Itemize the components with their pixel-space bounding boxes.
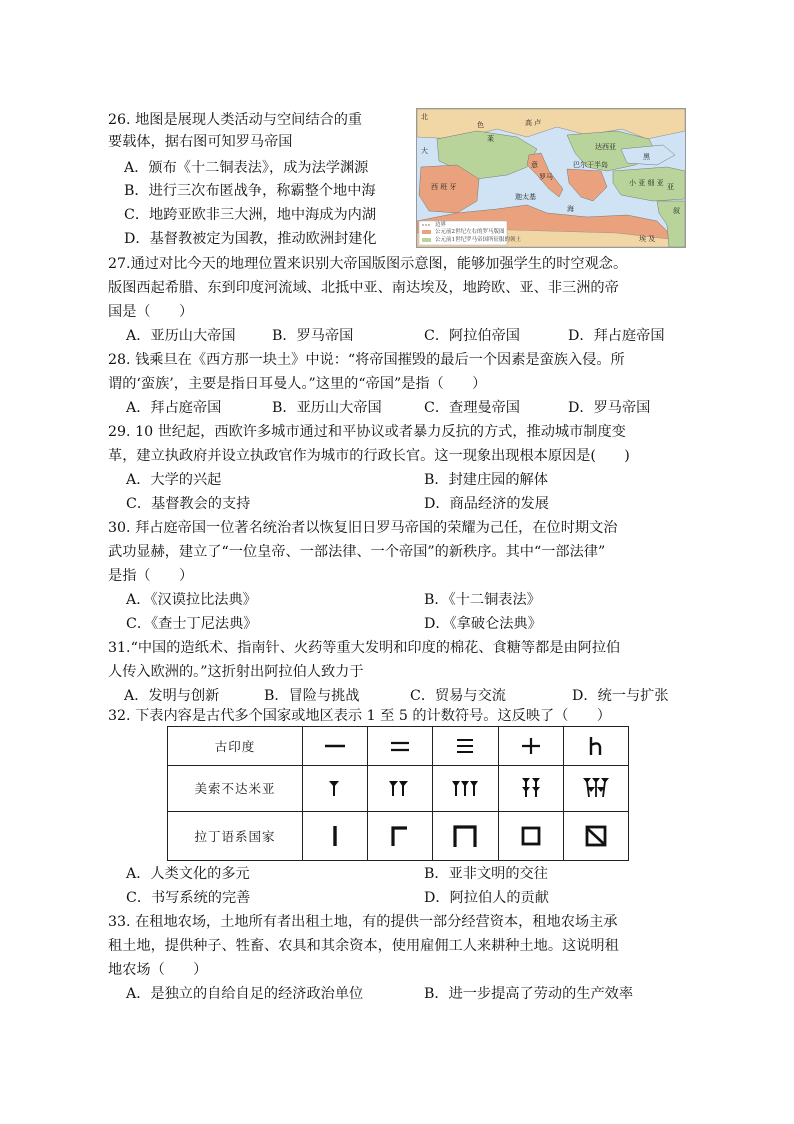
q27-option-d: D．拜占庭帝国	[568, 328, 665, 344]
q33-stem-line-3: 地农场（ ）	[108, 962, 208, 978]
map-label-egypt: 埃 及	[639, 235, 656, 243]
map-label-dacia: 达西亚	[595, 143, 616, 151]
q30-option-c: C．《查士丁尼法典》	[126, 616, 258, 632]
q28-option-a: A．拜占庭帝国	[126, 400, 222, 416]
q30-stem-line-1: 30. 拜占庭帝国一位著名统治者以恢复旧日罗马帝国的荣耀为己任，在位时期文治	[108, 520, 618, 536]
row-label-mesopotamia: 美索不达米亚	[168, 766, 303, 812]
cell-latin-1	[303, 811, 368, 860]
map-land-greece	[567, 169, 607, 201]
latin-numeral-4	[516, 822, 546, 850]
cell-meso-3	[433, 766, 498, 812]
q31-stem-line-1: 31.“中国的造纸术、指南针、火药等重大发明和印度的棉花、食糖等都是由阿拉伯	[108, 640, 621, 656]
q28-option-c: C．查理曼帝国	[424, 400, 520, 416]
q29-option-d: D．商品经济的发展	[424, 496, 549, 512]
cell-meso-5	[563, 766, 628, 812]
latin-numeral-5	[581, 822, 611, 850]
map-label-asia-minor: 小 亚 细 亚	[629, 179, 664, 187]
q29-option-b: B．封建庄园的解体	[424, 472, 548, 488]
q31-option-b: B．冒险与挑战	[264, 688, 360, 704]
india-numeral-2	[385, 736, 415, 756]
q28-stem-line-2: 谓的‘蛮族’，主要是指日耳曼人。”这里的“帝国”是指（ ）	[108, 376, 487, 392]
row-label-latin: 拉丁语系国家	[168, 811, 303, 860]
map-label-spain: 西 班 牙	[431, 183, 457, 191]
roman-empire-map	[416, 108, 686, 248]
table-row	[168, 727, 629, 766]
q26-option-b: B．进行三次布匿战争，称霸整个地中海	[124, 183, 376, 199]
q28-stem-line-1: 28. 钱乘旦在《西方那一块土》中说：“将帝国摧毁的最后一个因素是蛮族入侵。所	[108, 352, 625, 368]
latin-numeral-3	[448, 822, 482, 850]
q30-option-a: A．《汉谟拉比法典》	[126, 592, 257, 608]
q28-options	[0, 398, 794, 418]
q27-stem-line-1: 27.通过对比今天的地理位置来识别大帝国版图示意图，能够加强学生的时空观念。	[108, 256, 628, 272]
q26-option-c: C．地跨亚欧非三大洲，地中海成为内湖	[124, 207, 377, 223]
q26-option-d: D．基督教被定为国教，推动欧洲封建化	[124, 231, 377, 247]
map-label-balkans: 巴尔干半岛	[573, 161, 608, 169]
india-numeral-1	[320, 736, 350, 756]
cell-india-4	[498, 727, 563, 766]
q31-option-a: A．发明与创新	[124, 688, 220, 704]
map-label-big: 大	[421, 147, 428, 155]
q30-stem-line-2: 武功显赫，建立了“一位皇帝、一部法律、一个帝国”的新秩序。其中“一部法律”	[108, 544, 606, 560]
q32-option-d: D．阿拉伯人的贡献	[424, 890, 549, 906]
numeral-table	[167, 726, 629, 861]
meso-numeral-1	[318, 776, 352, 800]
q33-option-b: B．进一步提高了劳动的生产效率	[424, 986, 634, 1002]
q32-stem-line-1: 32. 下表内容是古代多个国家或地区表示 1 至 5 的计数符号。这反映了（ ）	[108, 708, 611, 724]
row-label-ancient-india: 古印度	[168, 727, 303, 766]
india-numeral-5	[581, 735, 611, 757]
q33-stem-line-1: 33. 在租地农场，土地所有者出租土地，有的提供一部分经营资本，租地农场主承	[108, 914, 618, 930]
map-label-syria: 叙	[673, 207, 680, 215]
q30-options-row-2	[0, 614, 794, 634]
map-label-carthage: 迦太基	[515, 193, 536, 201]
q27-option-b: B．罗马帝国	[272, 328, 354, 344]
q32-option-c: C．书写系统的完善	[126, 890, 251, 906]
q30-option-d: D．《拿破仑法典》	[424, 616, 542, 632]
map-label-se: 色	[477, 121, 484, 129]
map-label-lai: 莱	[487, 135, 494, 143]
map-legend-swatch-conquest	[422, 238, 431, 242]
meso-numeral-2	[383, 776, 417, 800]
q29-options-row-2	[0, 494, 794, 514]
cell-india-2	[368, 727, 433, 766]
q28-option-d: D．罗马帝国	[568, 400, 651, 416]
q30-option-b: B．《十二铜表法》	[424, 592, 541, 608]
q27-option-c: C．阿拉伯帝国	[424, 328, 520, 344]
q27-stem-line-3: 国是（ ）	[108, 304, 194, 320]
map-land-north	[417, 109, 685, 139]
cell-india-1	[303, 727, 368, 766]
q32-options-row-2	[0, 888, 794, 908]
cell-latin-5	[563, 811, 628, 860]
map-legend-swatch-core	[422, 230, 431, 234]
map-label-gaul: 高 卢	[525, 119, 542, 127]
q28-option-b: B．亚历山大帝国	[272, 400, 382, 416]
q27-option-a: A．亚历山大帝国	[126, 328, 236, 344]
cell-latin-2	[368, 811, 433, 860]
meso-numeral-4	[514, 775, 548, 801]
map-label-sea: 海	[567, 205, 574, 213]
meso-numeral-5	[579, 775, 613, 801]
map-legend-conquest: 公元前1世纪罗马帝国所征服的领土	[435, 237, 522, 243]
q29-stem-line-2: 革，建立执政府并设立执政官作为城市的行政长官。这一现象出现根本原因是( )	[108, 448, 630, 464]
latin-numeral-1	[320, 822, 350, 850]
q26-stem-line-1: 26. 地图是展现人类活动与空间结合的重	[108, 112, 363, 128]
q30-stem-line-3: 是指（ ）	[108, 568, 194, 584]
q29-option-c: C．基督教会的支持	[126, 496, 251, 512]
cell-latin-4	[498, 811, 563, 860]
latin-numeral-2	[385, 822, 415, 850]
cell-meso-1	[303, 766, 368, 812]
q29-stem-line-1: 29. 10 世纪起，西欧许多城市通过和平协议或者暴力反抗的方式，推动城市制度变	[108, 424, 626, 440]
map-label-italy: 意	[531, 161, 538, 169]
q32-option-b: B．亚非文明的交往	[424, 866, 548, 882]
map-label-asia: 亚	[667, 183, 674, 191]
cell-latin-3	[433, 811, 498, 860]
table-row	[168, 766, 629, 812]
map-legend-core: 公元前2世纪左右的罗马版图	[435, 229, 505, 235]
cell-india-3	[433, 727, 498, 766]
q27-stem-line-2: 版图西起希腊、东到印度河流域、北抵中亚、南达埃及，地跨欧、亚、非三洲的帝	[108, 280, 619, 296]
q33-stem-line-2: 租土地，提供种子、牲畜、农具和其余资本，使用雇佣工人来耕种土地。这说明租	[108, 938, 619, 954]
cell-india-5	[563, 727, 628, 766]
map-legend-border: 边界	[435, 222, 447, 228]
cell-meso-2	[368, 766, 433, 812]
map-label-north: 北	[421, 113, 428, 121]
map-label-rome: 罗马	[539, 173, 553, 181]
q32-options-row-1	[0, 864, 794, 884]
india-numeral-4	[516, 735, 546, 757]
q33-options	[0, 984, 794, 1004]
cell-meso-4	[498, 766, 563, 812]
india-numeral-3	[450, 735, 480, 757]
meso-numeral-3	[448, 776, 482, 800]
q32-option-a: A．人类文化的多元	[126, 866, 250, 882]
q31-option-c: C．贸易与交流	[410, 688, 506, 704]
q26-option-a: A．颁布《十二铜表法》，成为法学渊源	[124, 160, 369, 176]
q27-options	[0, 326, 794, 346]
q31-options	[0, 686, 794, 706]
q26-stem-line-2: 要载体，据右图可知罗马帝国	[108, 134, 293, 150]
map-label-black: 黑	[643, 153, 650, 161]
q29-options-row-1	[0, 470, 794, 490]
q31-stem-line-2: 人传入欧洲的。”这折射出阿拉伯人致力于	[108, 664, 364, 680]
table-row	[168, 811, 629, 860]
q31-option-d: D．统一与扩张	[572, 688, 669, 704]
q30-options-row-1	[0, 590, 794, 610]
q33-option-a: A．是独立的自给自足的经济政治单位	[126, 986, 364, 1002]
q29-option-a: A．大学的兴起	[126, 472, 222, 488]
